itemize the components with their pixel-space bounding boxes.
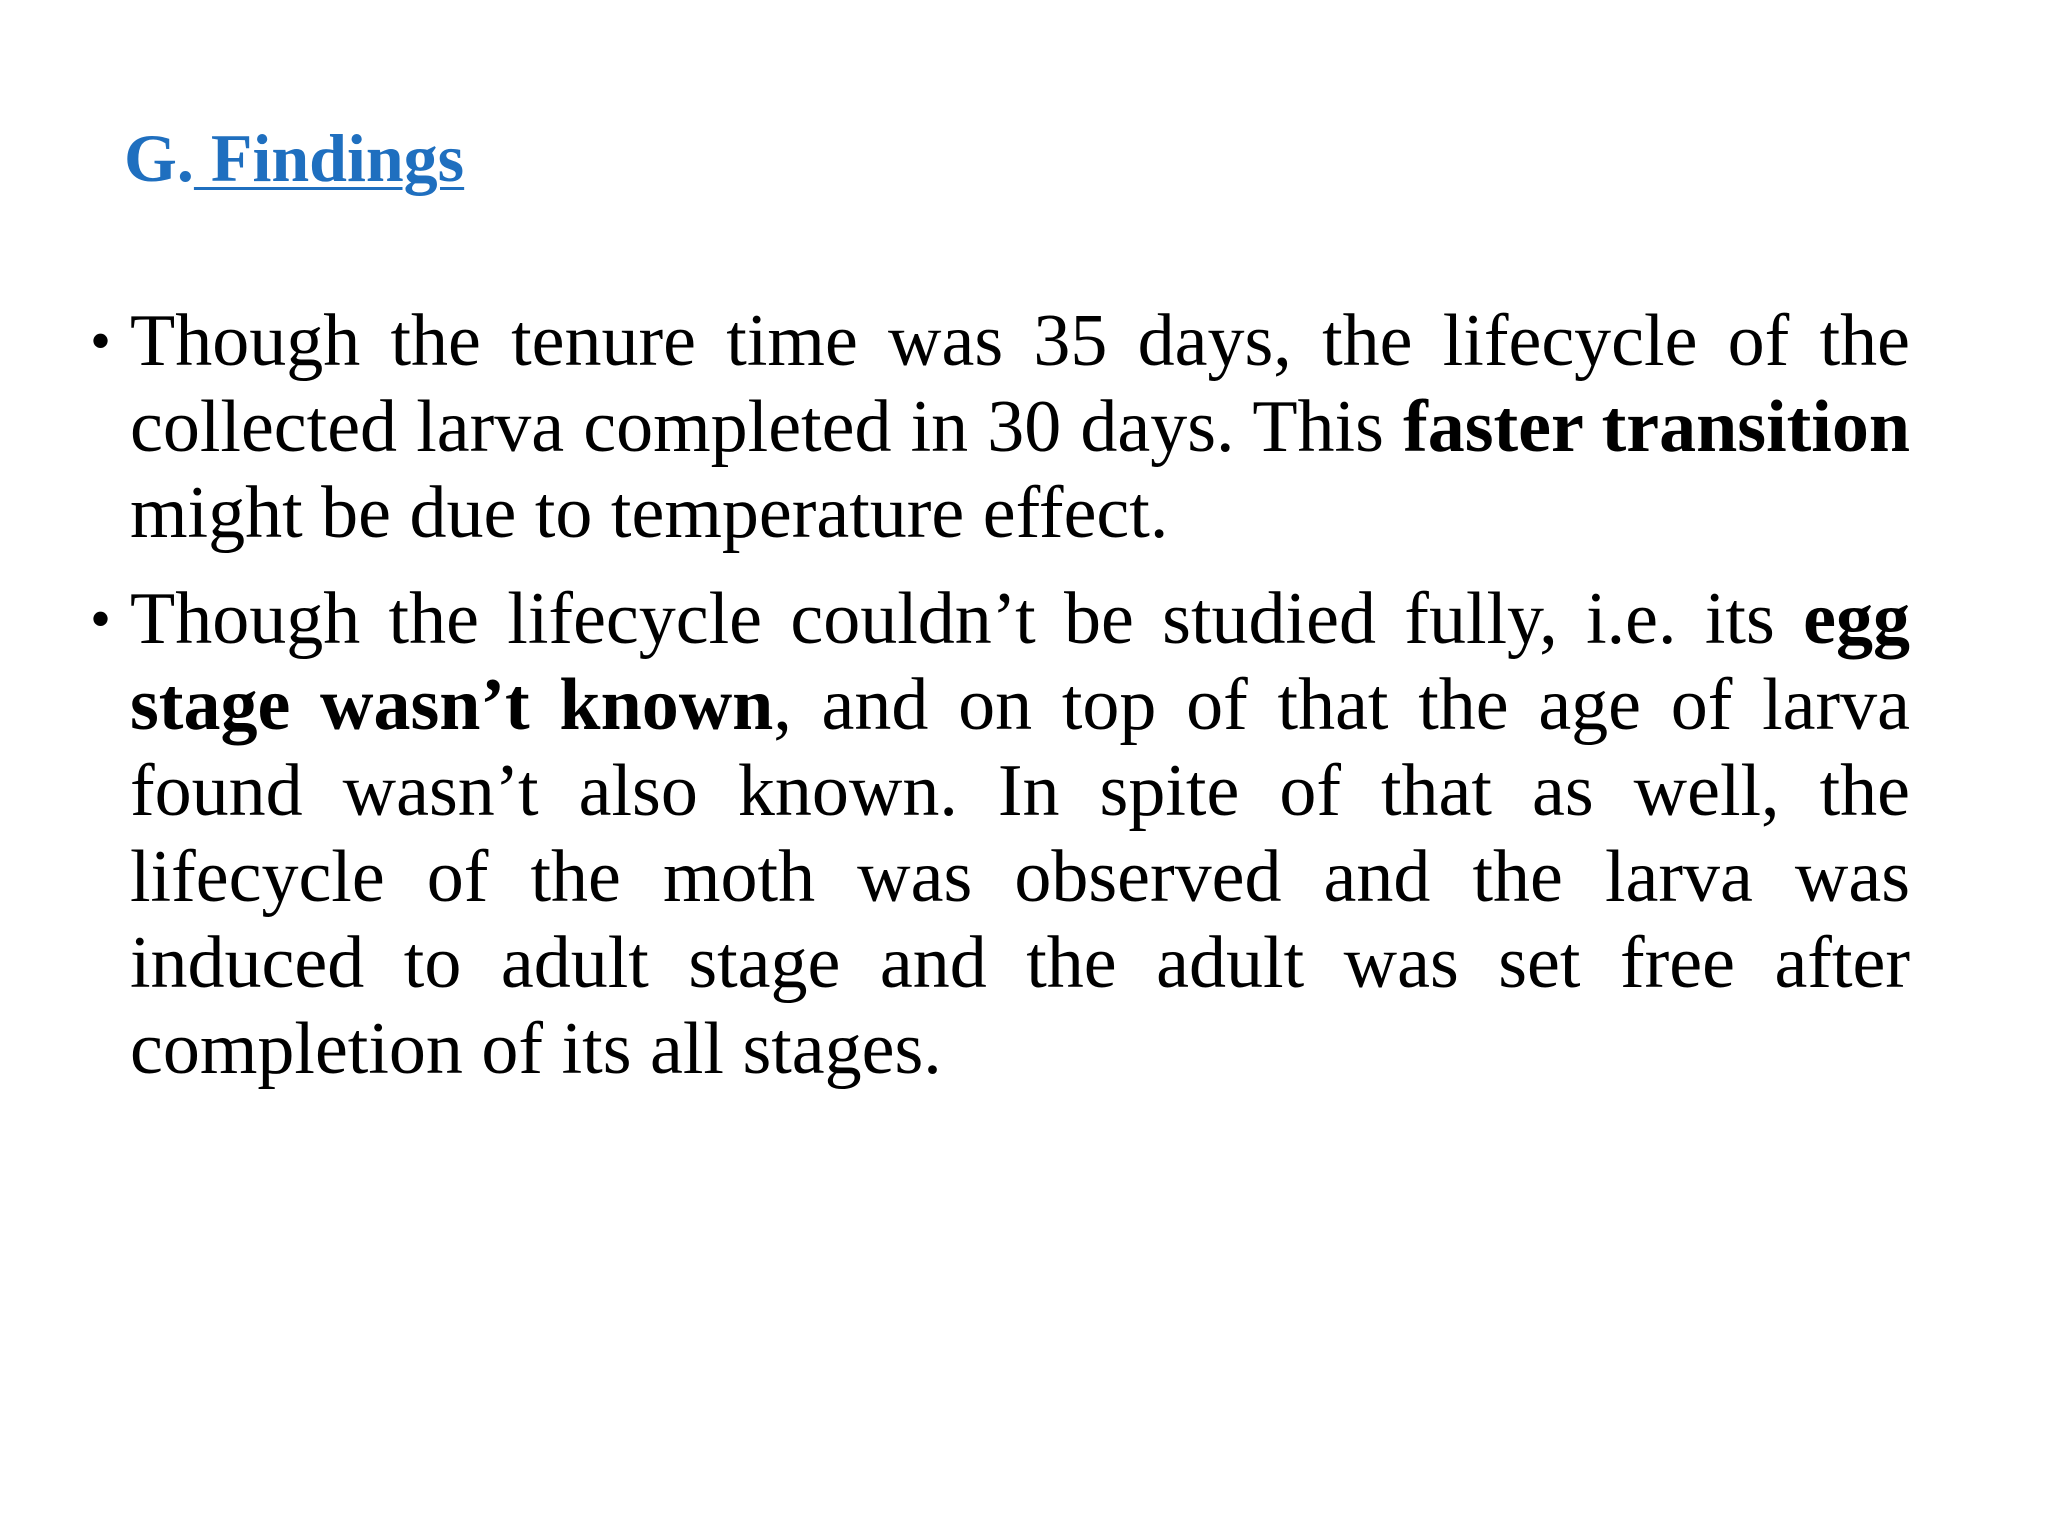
slide-title <box>124 118 464 200</box>
list-item <box>90 298 1910 556</box>
bullet-icon: • <box>90 308 112 374</box>
list-item <box>90 576 1910 1092</box>
bullet-emphasis: egg stage wasn’t known <box>130 578 1910 746</box>
bullet-text: , and on top of that the age of larva found wasn’t also known. In spite of that as well, the lifecycle of the moth was observed and the larva was induced to adult stage and the adult was set free after completion of its all stages. <box>130 664 1910 1090</box>
bullet-icon: • <box>90 586 112 652</box>
bullet-emphasis: faster transition <box>1403 386 1910 468</box>
title-prefix: G. <box>124 120 194 196</box>
findings-list <box>90 298 1910 1112</box>
bullet-text: Though the tenure time was 35 days, the lifecycle of the collected larva completed in 30 days. This <box>130 300 1910 468</box>
title-text: Findings <box>193 120 465 196</box>
bullet-text: Though the lifecycle couldn’t be studied fully, i.e. its <box>130 578 1804 660</box>
bullet-text: might be due to temperature effect. <box>130 472 1169 554</box>
